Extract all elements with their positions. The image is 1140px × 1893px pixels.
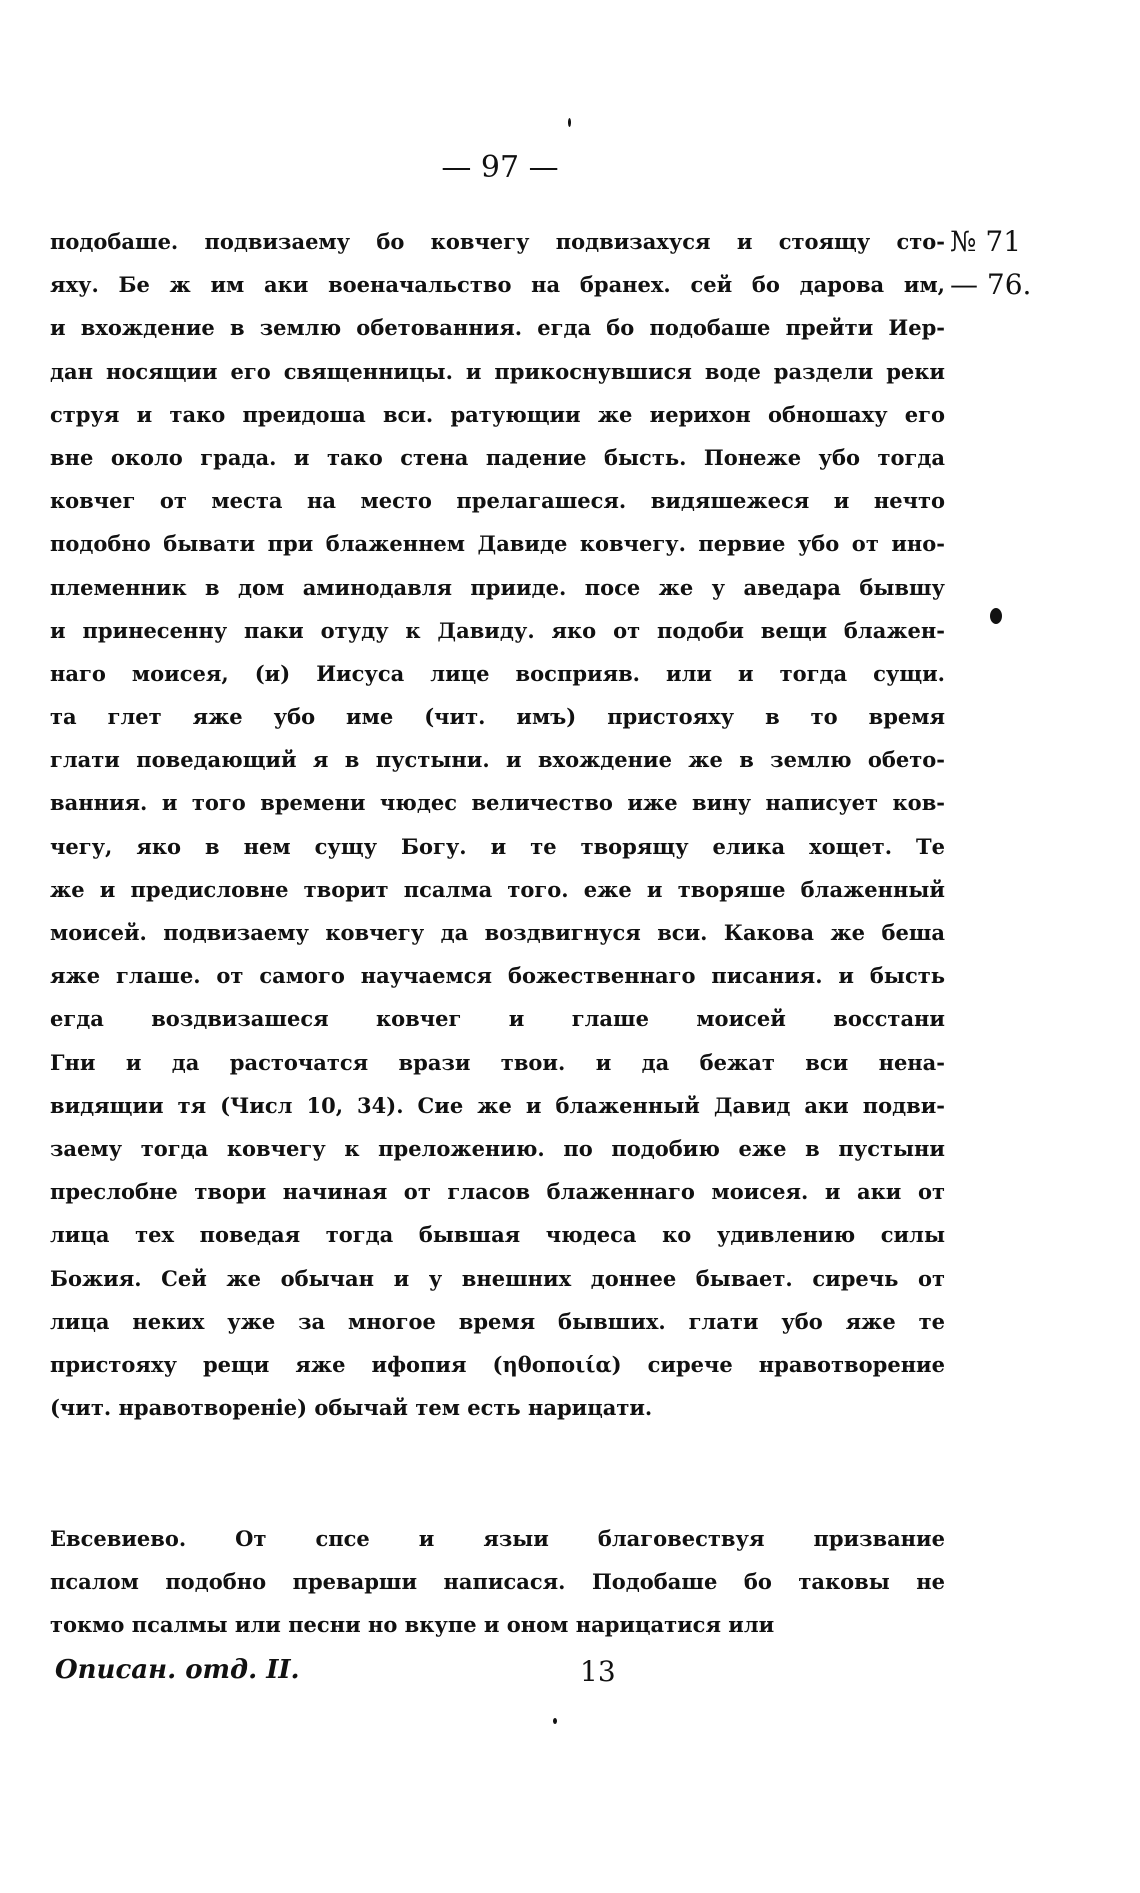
text-line: преслобне твори начиная от гласов блаженнаго моисея. и аки от xyxy=(50,1179,945,1205)
ink-speck xyxy=(553,1718,557,1724)
text-line: Гни и да расточатся врази твои. и да бежат вси нена- xyxy=(50,1049,945,1075)
paragraph-2 xyxy=(50,1517,945,1647)
ink-speck xyxy=(990,608,1002,624)
paragraph-1 xyxy=(50,220,945,1429)
margin-note xyxy=(950,220,1090,306)
text-line: и вхождение в землю обетованния. егда бо подобаше прейти Иер- xyxy=(50,315,945,341)
text-line: Божия. Сей же обычан и у внешних доннее бывает. сиречь от xyxy=(50,1265,945,1291)
text-line: наго моисея, (и) Иисуса лице восприяв. или и тогда сущи. xyxy=(50,660,945,686)
text-line: токмо псалмы или песни но вкупе и оном нарицатися или xyxy=(50,1612,775,1638)
margin-note-line: № 71 xyxy=(950,225,1022,258)
ink-speck xyxy=(568,118,571,127)
text-line: чегу, яко в нем сущу Богу. и те творящу елика хощет. Те xyxy=(50,833,945,859)
text-line: пристояху рещи яже ифопия (ηθοποιία) сирече нравотворение xyxy=(50,1351,945,1377)
text-line: подобно бывати при блаженнем Давиде ковчегу. первие убо от ино- xyxy=(50,531,945,557)
signature-mark: Описан. отд. II. xyxy=(55,1655,300,1685)
text-line: дан носящии его священницы. и прикоснувшися воде раздели реки xyxy=(50,358,945,384)
text-line: видящии тя (Числ 10, 34). Сие же и блаженный Давид аки подви- xyxy=(50,1092,945,1118)
page-number: — 97 — xyxy=(441,150,559,185)
text-line: ванния. и того времени чюдес величество иже вину написует ков- xyxy=(50,790,945,816)
text-line: егда воздвизашеся ковчег и глаше моисей восстани xyxy=(50,1006,945,1032)
text-line: вне около града. и тако стена падение бысть. Понеже убо тогда xyxy=(50,444,945,470)
text-line: же и предисловне творит псалма того. еже и творяше блаженный xyxy=(50,876,945,902)
text-line: племенник в дом аминодавля прииде. посе же у аведара бывшу xyxy=(50,574,945,600)
text-line: яху. Бе ж им аки военачальство на бранех. сей бо дарова им, xyxy=(50,272,945,298)
sheet-number: 13 xyxy=(580,1655,616,1688)
text-line: Евсевиево. От спсе и языи благовествуя призвание xyxy=(50,1526,945,1551)
text-line: моисей. подвизаему ковчегу да воздвигнуся вси. Какова же беша xyxy=(50,920,945,945)
text-line: ковчег от места на место прелагашеся. видяшежеся и нечто xyxy=(50,488,945,514)
margin-note-line: — 76. xyxy=(950,268,1032,302)
text-line: и принесенну паки отуду к Давиду. яко от подоби вещи блажен- xyxy=(50,617,945,643)
text-line: подобаше. подвизаему бо ковчегу подвизахуся и стоящу сто- xyxy=(50,229,945,254)
text-line: та глет яже убо име (чит. имъ) пристояху в то время xyxy=(50,704,945,730)
text-line: лица неких уже за многое время бывших. глати убо яже те xyxy=(50,1308,945,1334)
text-line: яже глаше. от самого научаемся божественнаго писания. и бысть xyxy=(50,963,945,989)
text-line: глати поведающий я в пустыни. и вхождение же в землю обето- xyxy=(50,747,945,773)
text-line: заему тогда ковчегу к преложению. по подобию еже в пустыни xyxy=(50,1135,945,1161)
text-line: псалом подобно преварши написася. Подобаше бо таковы не xyxy=(50,1569,945,1595)
text-line: струя и тако преидоша вси. ратующии же иерихон обношаху его xyxy=(50,401,945,427)
text-line: лица тех поведая тогда бывшая чюдеса ко удивлению силы xyxy=(50,1222,945,1248)
text-line: (чит. нравотвореніе) обычай тем есть нарицати. xyxy=(50,1395,653,1421)
